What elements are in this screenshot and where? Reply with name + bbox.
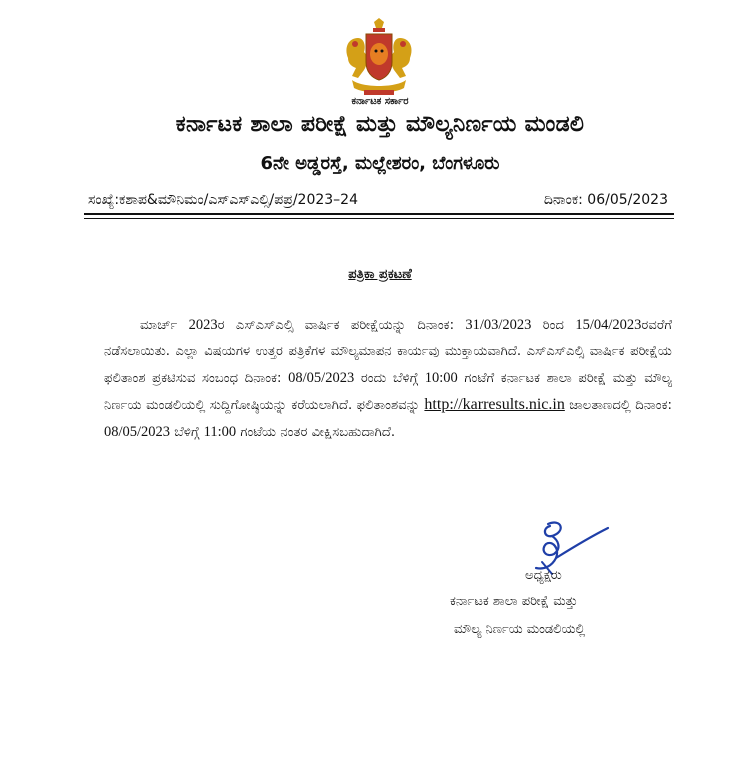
press-release-heading: ಪತ್ರಿಕಾ ಪ್ರಕಟಣೆ [348,267,412,282]
signatory-org-line-1: ಕರ್ನಾಟಕ ಶಾಲಾ ಪರೀಕ್ಷೆ ಮತ್ತು [450,594,578,609]
government-label: ಕರ್ನಾಟಕ ಸರ್ಕಾರ [351,96,409,107]
reference-number: ಸಂಖ್ಯೆ:ಕಶಾಪ&ಮೌನಿಮಂ/ಎಸ್ಎಸ್ಎಲ್ಸಿ/ಪಪ್ರ/2023–24 [88,192,358,208]
results-website-link[interactable]: http://karresults.nic.in [424,396,565,413]
header-divider [84,213,674,215]
header-divider-thin [84,218,674,219]
signatory-org-line-2: ಮೌಲ್ಯ ನಿರ್ಣಯ ಮಂಡಲಿಯಲ್ಲಿ [454,622,586,637]
date-label: ದಿನಾಂಕ: [543,192,583,208]
karnataka-emblem-icon [338,18,420,98]
notice-date [544,192,668,208]
date-value: 06/05/2023 [587,192,668,208]
board-address: 6ನೇ ಅಡ್ಡರಸ್ತೆ, ಮಲ್ಲೇಶರಂ, ಬೆಂಗಳೂರು [260,153,500,174]
board-title: ಕರ್ನಾಟಕ ಶಾಲಾ ಪರೀಕ್ಷೆ ಮತ್ತು ಮೌಲ್ಯನಿರ್ಣಯ ಮಂಡಲಿ [175,112,585,137]
reference-line [88,192,668,208]
signatory-title: ಅಧ್ಯಕ್ಷರು [525,568,562,583]
press-release-body: ಮಾರ್ಚ್ 2023ರ ಎಸ್ಎಸ್ಎಲ್ಸಿ ವಾರ್ಷಿಕ ಪರೀಕ್ಷೆಯನ್ನು ದಿನಾಂಕ: 31/03/2023 ರಿಂದ 15/04/2023ರವರೆಗೆ ನಡೆಸಲಾಯಿತು. ಎಲ್ಲಾ ವಿಷಯಗಳ ಉತ್ತರ ಪತ್ರಿಕೆಗಳ ಮೌಲ್ಯಮಾಪನ ಕಾರ್ಯವು ಮುಕ್ತಾಯವಾಗಿದೆ. ಎಸ್ಎಸ್ಎಲ್ಸಿ ವಾರ್ಷಿಕ ಪರೀಕ್ಷೆಯ ಫಲಿತಾಂಶ ಪ್ರಕಟಿಸುವ ಸಂಬಂಧ ದಿನಾಂಕ: 08/05/2023 ರಂದು ಬೆಳಿಗ್ಗೆ 10:00 ಗಂಟೆಗೆ ಕರ್ನಾಟಕ ಶಾಲಾ ಪರೀಕ್ಷೆ ಮತ್ತು ಮೌಲ್ಯ ನಿರ್ಣಯ ಮಂಡಲಿಯಲ್ಲಿ ಸುದ್ದಿಗೋಷ್ಠಿಯನ್ನು ಕರೆಯಲಾಗಿದೆ. ಫಲಿತಾಂಶವನ್ನು http://karresults.nic.in ಜಾಲತಾಣದಲ್ಲಿ ದಿನಾಂಕ: 08/05/2023 ಬೆಳಿಗ್ಗೆ 11:00 ಗಂಟೆಯ ನಂತರ ವೀಕ್ಷಿಸಬಹುದಾಗಿದೆ. [104,317,673,440]
